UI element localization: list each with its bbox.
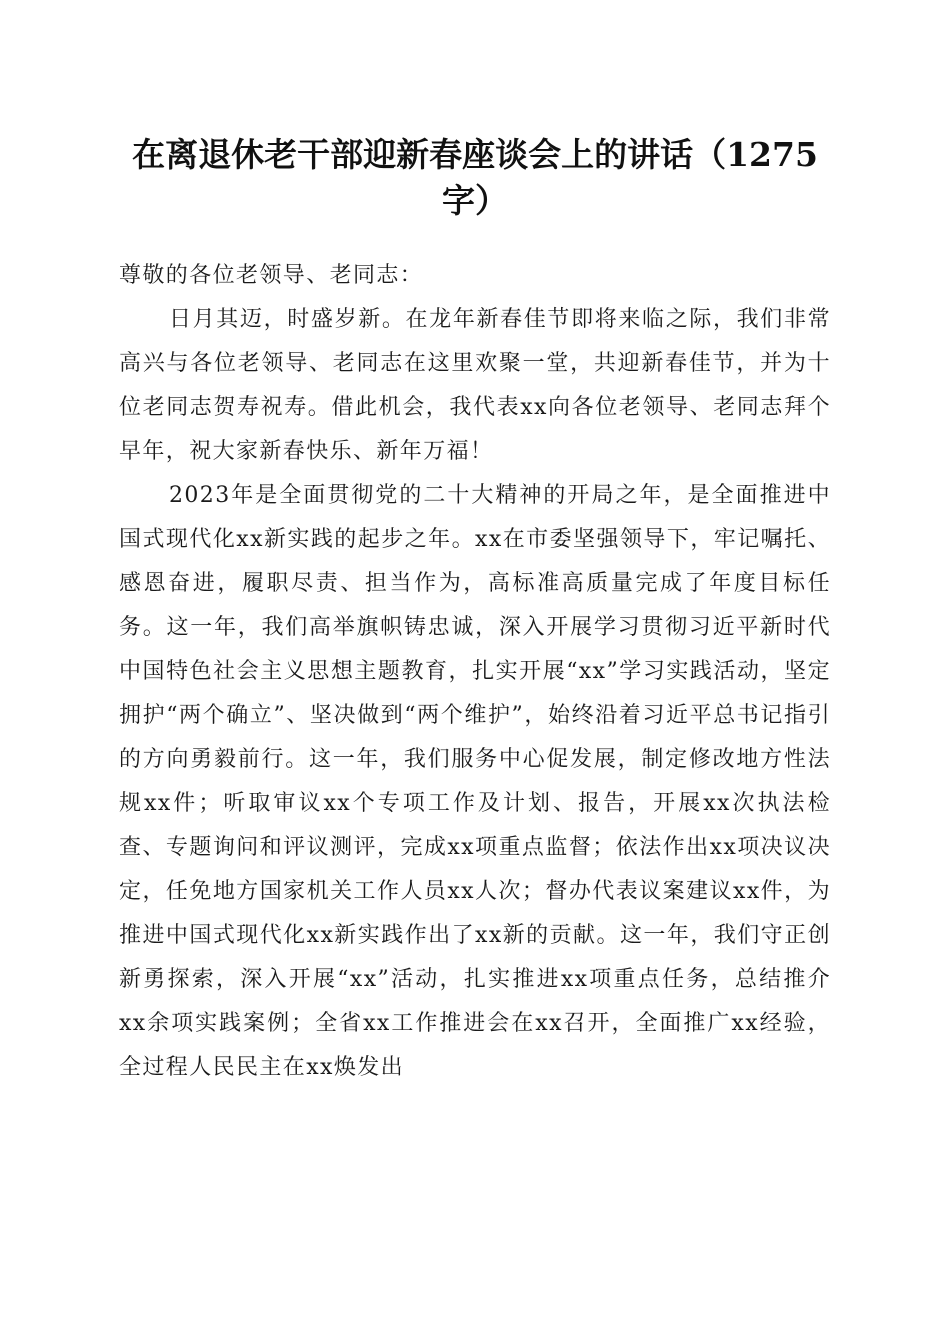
paragraph-review: 2023年是全面贯彻党的二十大精神的开局之年，是全面推进中国式现代化xx新实践的起步之年。xx在市委坚强领导下，牢记嘱托、感恩奋进，履职尽责、担当作为，高标准高质量完成了年度目标任务。这一年，我们高举旗帜铸忠诚，深入开展学习贯彻习近平新时代中国特色社会主义思想主题教育，扎实开展“xx”学习实践活动，坚定拥护“两个确立”、坚决做到“两个维护”，始终沿着习近平总书记指引的方向勇毅前行。这一年，我们服务中心促发展，制定修改地方性法规xx件；听取审议xx个专项工作及计划、报告，开展xx次执法检查、专题询问和评议测评，完成xx项重点监督；依法作出xx项决议决定，任免地方国家机关工作人员xx人次；督办代表议案建议xx件，为推进中国式现代化xx新实践作出了xx新的贡献。这一年，我们守正创新勇探索，深入开展“xx”活动，扎实推进xx项重点任务，总结推介xx余项实践案例；全省xx工作推进会在xx召开，全面推广xx经验，全过程人民民主在xx焕发出 — [119, 483, 831, 1080]
salutation: 尊敬的各位老领导、老同志： — [119, 263, 424, 288]
document-title: 在离退休老干部迎新春座谈会上的讲话（1275字） — [132, 135, 818, 220]
paragraph-greeting: 日月其迈，时盛岁新。在龙年新春佳节即将来临之际，我们非常高兴与各位老领导、老同志在这里欢聚一堂，共迎新春佳节，并为十位老同志贺寿祝寿。借此机会，我代表xx向各位老领导、老同志拜个早年，祝大家新春快乐、新年万福！ — [119, 307, 831, 464]
document-body — [119, 254, 831, 1090]
